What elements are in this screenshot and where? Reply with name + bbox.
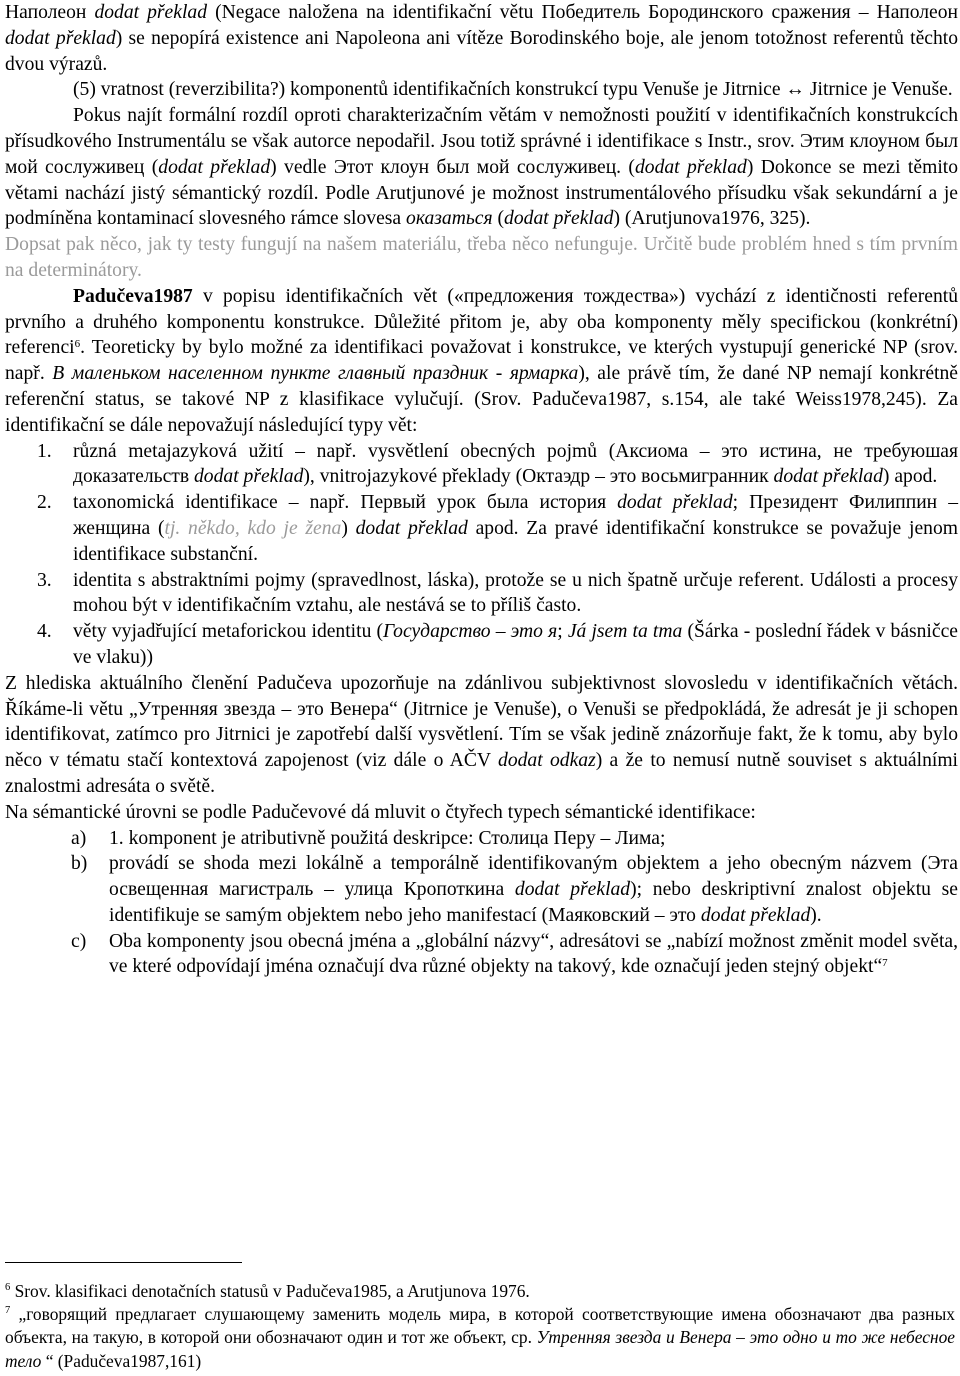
text: v popisu identifikačních vět («предложения тождества») vychází z identičnosti referentů prvního a druhého komponentu konstrukce. Důležité přitom je, aby oba komponenty měly specifickou (konkrétní) referenci (5, 285, 958, 359)
text: ), ale právě tím, že dané NP nemají konkrétně referenční status, se takové NP z klasifikace vylučují. (Srov. Padučeva1987, s.154, ale také Weiss1978,245). Za identifikační se dále nepovažují následující typy vět: (5, 363, 958, 436)
text: 1. komponent je atributivně použitá deskripce: Столица Перу – Лима; (109, 827, 666, 849)
footnote-mark: 6 (5, 1282, 11, 1293)
list-item (5, 490, 958, 567)
footnote-ref-6[interactable]: 6 (74, 338, 81, 351)
text: ) (341, 517, 356, 539)
footnote-6 (5, 1280, 955, 1303)
russian-example: Государство – это я (383, 621, 558, 643)
translation-placeholder: dodat překlad (700, 904, 811, 926)
translation-placeholder: dodat překlad (773, 466, 883, 488)
numbered-list (5, 439, 958, 671)
translation-placeholder: dodat překlad (514, 879, 631, 901)
text: ); nebo deskriptivní znalost objektu se identifikuje se samým objektem nebo jeho manifestací (Маяковский – это (109, 879, 958, 926)
translation-placeholder: dodat překlad (194, 466, 304, 488)
text: „говорящий предлагает слушающему заменить модель мира, в которой соответствующие имена обозначают два разных объекта, на такую, в которой они обозначают один и тот же объект, ср. (5, 1304, 955, 1348)
text: ; (557, 621, 568, 643)
russian-example: В маленьком населенном пункте главный праздник - ярмарка (52, 363, 579, 385)
translation-placeholder: dodat překlad (504, 208, 614, 230)
text: ( (492, 208, 505, 230)
text: Na sémantické úrovni se podle Padučevové dá mluvit o čtyřech typech sémantické identifikace: (5, 801, 756, 823)
russian-word: оказаться (406, 208, 493, 230)
footnote-7 (5, 1303, 955, 1373)
list-number: 1. (37, 440, 52, 462)
list-letter: a) (71, 827, 87, 849)
list-number: 4. (37, 621, 52, 643)
paragraph-note-grey (5, 232, 958, 284)
text: apod. Za pravé identifikační konstrukce se považuje jenom identifikace substanční. (73, 517, 958, 565)
text: různá metajazyková užití – např. vysvětlení obecných pojmů (Аксиома – это истина, не требуюшая доказательств (73, 440, 958, 488)
text: (Šárka - poslední řádek v básničce ve vlaku)) (73, 621, 958, 668)
text: Pokus najít formální rozdíl oproti charakterizačním větám v nemožnosti použití v identifikačních konstrukcích přísudkového Instrumentálu se však autorce nepodařil. Jsou totiž správné i identifikace s Instr., srov. Этим клоуном был мой сослуживец ( (5, 105, 958, 178)
text: ) apod. (882, 466, 938, 488)
list-item (5, 851, 958, 928)
footnotes (5, 1280, 955, 1373)
list-number: 2. (37, 492, 52, 514)
text: ). (810, 904, 822, 926)
paragraph-actual-division (5, 671, 958, 800)
footnote-mark: 7 (5, 1305, 11, 1317)
text: provádí se shoda mezi lokálně a temporálně identifikovaným objektem a jeho obecným názvem (Эта освещенная магистраль – улица Кропоткина (109, 853, 958, 901)
text: ) vedle Этот клоун был мой сослуживец. ( (270, 156, 635, 178)
list-item (5, 929, 958, 981)
russian-example: Утренняя звезда и Венера – это одно и то же небесное тело (5, 1327, 955, 1371)
translation-placeholder: dodat překlad (5, 27, 116, 49)
grey-comment: tj. někdo, kdo je žena (164, 517, 342, 539)
text: ) Dokonce se mezi těmito větami nachází jistý sémantický rozdíl. Podle Arutjunové je možnost instrumentálového přísudku však sekundární a je podmíněna kontaminací slovesného rámce slovesa (5, 156, 959, 230)
paragraph-paduceva (5, 284, 958, 439)
text: Dopsat pak něco, jak ty testy fungují na našem materiálu, třeba něco nefunguje. Určitě bude problém hned s tím prvním na determinátory. (5, 234, 958, 281)
translation-placeholder: dodat překlad (617, 492, 733, 514)
paragraph-reversibility (5, 77, 958, 103)
list-item (5, 568, 958, 620)
list-item (5, 439, 958, 491)
footnote-ref-7[interactable]: 7 (882, 957, 888, 970)
text: Srov. klasifikaci denotačních statusů v Padučeva1985, a Arutjunova 1976. (10, 1281, 530, 1301)
text: (5) vratnost (reverzibilita?) komponentů identifikačních konstrukcí typu Venuše je Jitrnice ↔ Jitrnice je Venuše. (73, 79, 953, 101)
text: ) se nepopírá existence ani Napoleona ani vítěze Borodinského boje, ale jenom totožnost referentů těchto dvou výrazů. (5, 27, 958, 75)
text: ; Президент Филиппин – женщина ( (73, 492, 958, 539)
translation-placeholder: dodat překlad (158, 156, 271, 178)
paragraph-napoleon (5, 0, 958, 77)
citation-bold: Padučeva1987 (73, 285, 193, 307)
translation-placeholder: dodat překlad (634, 156, 747, 178)
text: taxonomická identifikace – např. Первый урок была история (73, 492, 618, 514)
text: “ (Padučeva1987,161) (41, 1350, 202, 1371)
text: ) a že to nemusí nutně souviset s aktuálními znalostmi adresáta o světě. (5, 750, 959, 797)
paragraph-semantic-level (5, 800, 958, 826)
czech-example: Já jsem ta tma (567, 621, 683, 643)
lettered-list (5, 826, 958, 981)
text: identita s abstraktními pojmy (spravedlnost, láska), protože se u nich špatně určuje referent. Události a procesy mohou být v identifikačním vztahu, ale nestává se to příliš často. (73, 569, 958, 617)
text: Наполеон (5, 2, 95, 23)
text: . Teoreticky by bylo možné za identifikaci považovat i konstrukce, ve kterých vystupují generické NP (srov. např. (5, 337, 958, 385)
text: Z hlediska aktuálního členění Padučeva upozorňuje na zdánlivou subjektivnost slovosledu v identifikačních větách. Říkáme-li větu „Утренняя звезда – это Венера“ (Jitrnice je Venuše), o Venuši se předpokládá, že adresát je ji schopen identifikovat, zatímco pro Jitrnici je zapotřebí další vysvětlení. Tím se však jedině znázorňuje fakt, že k tomu, aby bylo něco v tématu stačí kontextová zapojenost (viz dále o AČV (5, 672, 958, 772)
reference-placeholder: dodat odkaz (498, 750, 596, 772)
text: ) (Arutjunova1976, 325). (613, 208, 811, 230)
text: Oba komponenty jsou obecná jména a „globální názvy“, adresátovi se „nabízí možnost změnit model světa, ve které odpovídají jména označují dva různé objekty na takový, kde označují jeden stejný objekt“ (109, 930, 958, 978)
list-number: 3. (37, 569, 52, 591)
list-letter: b) (71, 853, 88, 875)
list-letter: c) (71, 930, 87, 952)
footnote-separator (5, 1262, 242, 1263)
list-item (5, 619, 958, 671)
paragraph-instrumental (5, 103, 958, 232)
translation-placeholder: dodat překlad (94, 2, 207, 23)
text: věty vyjadřující metaforickou identitu ( (73, 621, 384, 643)
text: ), vnitrojazykové překlady (Октаэдр – это восьмигранник (303, 466, 774, 488)
translation-placeholder: dodat překlad (355, 517, 468, 539)
text: (Negace naložena na identifikační větu Победитель Бородинского сражения – Наполеон (207, 2, 958, 23)
list-item (5, 826, 958, 852)
